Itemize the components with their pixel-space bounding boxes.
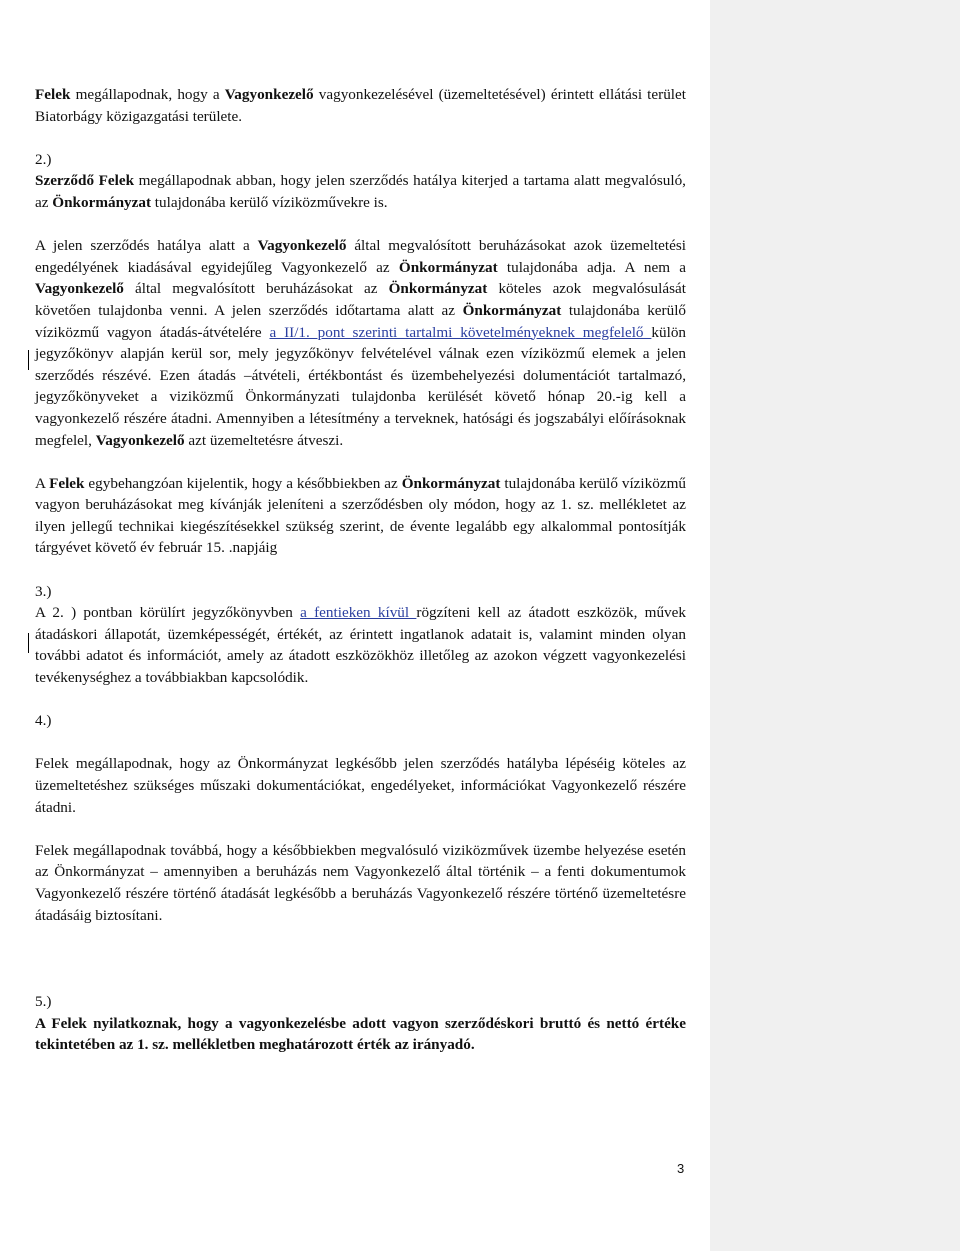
paragraph-valuation: A Felek nyilatkoznak, hogy a vagyonkezelésbe adott vagyon szerződéskori bruttó és nettó értéke tekintetében az 1. sz. mellékletben meghatározott érték az irányadó. xyxy=(35,1014,686,1054)
paragraph-annex-update: A Felek egybehangzóan kijelentik, hogy a későbbiekben az Önkormányzat tulajdonába kerülő víziközmű vagyon beruházásokat meg kívánják jeleníteni a szerződésben oly módon, hogy az 1. sz. mellékletet az ilyen jellegű technikai kiegészítésekkel szükség szerint, de évente legalább egy alkalommal pontosítják tárgyévet követő év február 15. .napjáig xyxy=(35,474,686,557)
tracked-insertion[interactable]: a fentieken kívül xyxy=(300,604,417,622)
comment-margin-pane xyxy=(710,0,960,1251)
tracked-insertion[interactable]: a II/1. pont szerinti tartalmi követelményeknek megfelelő xyxy=(269,323,652,341)
paragraph-protocol: A 2. ) pontban körülírt jegyzőkönyvben a fentieken kívül rögzíteni kell az átadott eszközök, művek átadáskori állapotát, üzemképességét, értékét, az érintett ingatlanok adatait is, valamint minden olyan további adatot és információt, amely az átadott eszközökhöz illetőleg az azokon végzett vagyonkezelési tevékenységhez a továbbiakban kapcsolódik. xyxy=(35,604,686,687)
paragraph-scope: Szerződő Felek megállapodnak abban, hogy jelen szerződés hatálya kiterjed a tartama alatt megvalósuló, az Önkormányzat tulajdonába kerülő víziközművekre is. xyxy=(35,172,686,211)
change-bar xyxy=(28,350,29,370)
section-number-4: 4.) xyxy=(35,712,52,730)
paragraph-future-assets: Felek megállapodnak továbbá, hogy a későbbiekben megvalósuló viziközművek üzembe helyezése esetén az Önkormányzat – amennyiben a beruházás nem Vagyonkezelő által történik – a fenti dokumentumok Vagyonkezelő részére történő átadását legkésőbb a beruházás Vagyonkezelő részére történő üzemeltetésre átadásáig biztosítani. xyxy=(35,841,686,924)
paragraph-handover: A jelen szerződés hatálya alatt a Vagyonkezelő által megvalósított beruházásokat azok üzemeltetési engedélyének kiadásával egyidejűleg Vagyonkezelő az Önkormányzat tulajdonába adja. A nem a Vagyonkezelő által megvalósított beruházásokat az Önkormányzat köteles azok megvalósulását követően tulajdonba venni. A jelen szerződés időtartama alatt az Önkormányzat tulajdonába kerülő víziközmű vagyon átadás-átvételére a II/1. pont szerinti tartalmi követelményeknek megfelelő külön jegyzőkönyv alapján kerül sor, mely jegyzőkönyv felvételével válnak ezen víziközmű elemek a jelen szerződés részévé. Ezen átadás –átvételi, értékbontást és üzembehelyezési dolumentációt tartalmazó, jegyzőkönyveket a viziközmű Önkormányzati tulajdonba kerülését követő hónap 20.-ig kell a vagyonkezelő részére átadni. Amennyiben a létesítmény a terveknek, hatósági és jogszabályi előírásoknak megfelel, Vagyonkezelő azt üzemeltetésre átveszi. xyxy=(35,237,687,449)
document-body xyxy=(35,84,686,1056)
page-number: 3 xyxy=(677,1161,685,1176)
change-bar xyxy=(28,633,29,653)
paragraph-service-area: Felek megállapodnak, hogy a Vagyonkezelő vagyonkezelésével (üzemeltetésével) érintett ellátási terület Biatorbágy közigazgatási területe. xyxy=(35,86,686,125)
section-number-5: 5.) xyxy=(35,992,52,1010)
section-number-3: 3.) xyxy=(35,582,52,600)
paragraph-documentation: Felek megállapodnak, hogy az Önkormányzat legkésőbb jelen szerződés hatályba lépéséig köteles az üzemeltetéshez szükséges műszaki dokumentációkat, engedélyeket, információkat Vagyonkezelő részére átadni. xyxy=(35,755,686,816)
section-number-2: 2.) xyxy=(35,150,52,168)
